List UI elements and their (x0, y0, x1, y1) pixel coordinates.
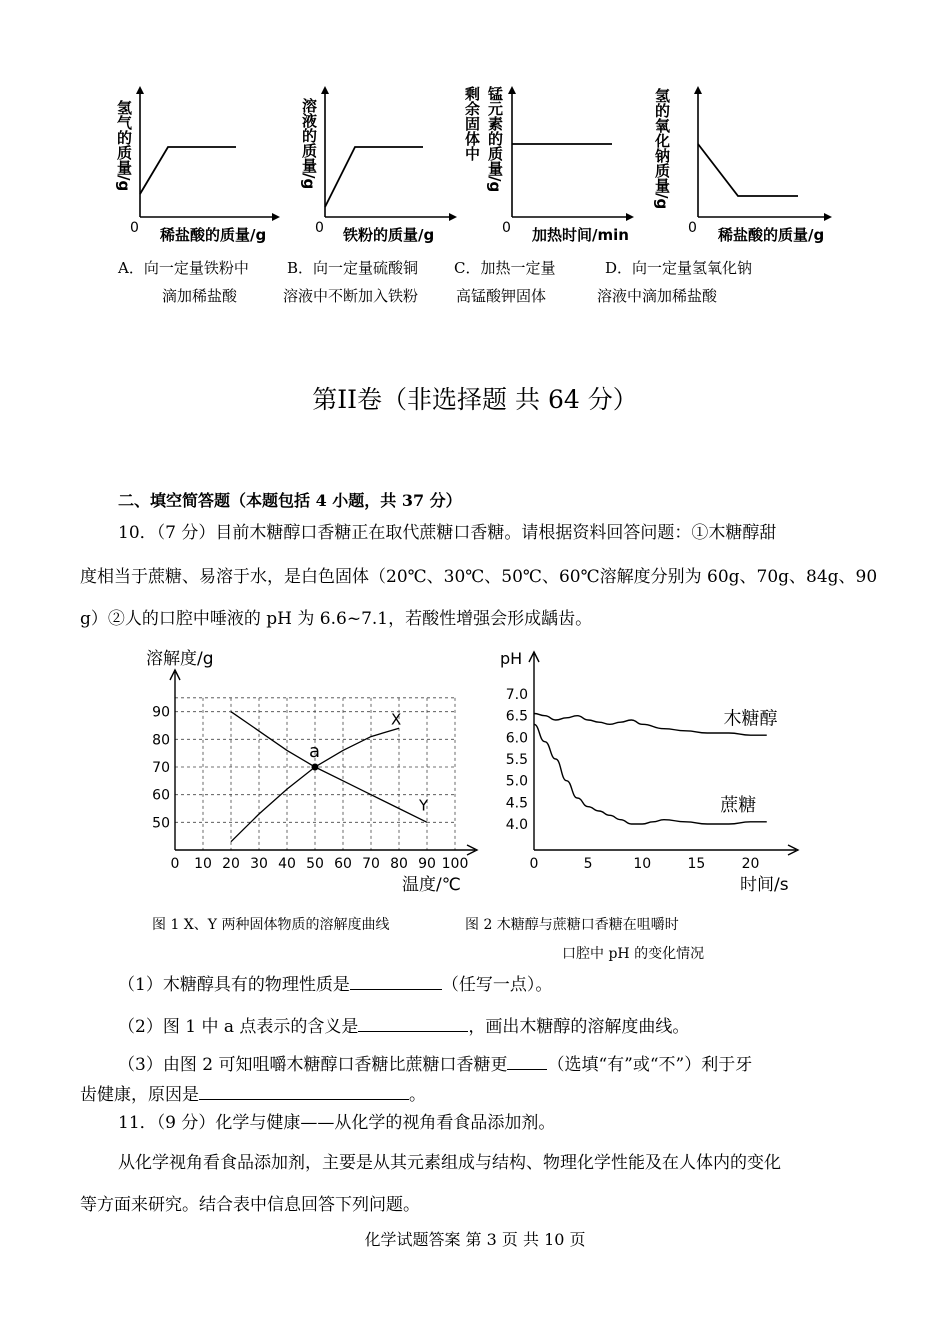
fig1-ylabel: 溶解度/g (146, 649, 214, 669)
graph-b-ylabel: 溶液的质量/g (300, 98, 318, 190)
fig1-xtick-label: 80 (390, 856, 408, 872)
fig2-ytick-label: 4.5 (505, 795, 528, 812)
q10-line2: 度相当于蔗糖、易溶于水，是白色固体（20℃、30℃、50℃、60℃溶解度分别为 60g、70g、84g、90 (80, 567, 878, 587)
fig1-point-a (312, 764, 319, 771)
option-c-line1: C．加热一定量 (454, 259, 556, 277)
q10-sub2-answer-blank[interactable] (358, 1013, 468, 1032)
fig1-point-a-label: a (309, 741, 321, 762)
fig1-series-label-x: X (391, 710, 402, 729)
q10-sub1 (118, 970, 552, 995)
fig2-label-sucrose: 蔗糖 (720, 795, 757, 816)
q11-line1: 11．（9 分）化学与健康——从化学的视角看食品添加剂。 (118, 1113, 556, 1133)
page-footer: 化学试题答案 第 3 页 共 10 页 (364, 1230, 586, 1249)
fig2-ytick-label: 6.0 (505, 730, 528, 747)
graph-a-curve (140, 147, 236, 194)
q10-sub3-reason-end: 。 (409, 1085, 426, 1105)
q11-line3: 等方面来研究。结合表中信息回答下列问题。 (80, 1195, 420, 1215)
graph-b-xlabel: 铁粉的质量/g (343, 226, 435, 244)
fig1-xtick-label: 40 (278, 856, 296, 872)
fig1-caption: 图 1 X、Y 两种固体物质的溶解度曲线 (152, 917, 390, 933)
fig1-xtick-label: 10 (194, 856, 212, 872)
graph-b-curve (325, 147, 423, 207)
fig1-series-label-y: Y (419, 796, 429, 815)
graph-b-origin: 0 (315, 220, 324, 236)
graph-a (108, 82, 288, 252)
option-d-line2: 溶液中滴加稀盐酸 (597, 287, 718, 305)
graph-d-ylabel: 氢的氧化钠质量/g (653, 88, 671, 210)
fig2-label-xylitol: 木糖醇 (723, 708, 778, 730)
q10-sub2-suffix: ，画出木糖醇的溶解度曲线。 (468, 1017, 690, 1037)
fig1-xtick-label: 70 (362, 856, 380, 872)
section-heading: 二、填空简答题（本题包括 4 小题，共 37 分） (118, 491, 462, 510)
graph-a-xlabel: 稀盐酸的质量/g (160, 226, 267, 244)
fig2-ytick-label: 5.0 (505, 773, 528, 790)
fig1-xtick-label: 100 (441, 856, 469, 872)
graph-a-origin: 0 (130, 220, 139, 236)
fig1-xtick-label: 0 (170, 856, 180, 872)
fig2-xtick-label: 20 (741, 856, 760, 872)
ph-chart (498, 642, 818, 897)
option-c-line2: 高锰酸钾固体 (456, 287, 547, 305)
fig2-caption-line2: 口腔中 pH 的变化情况 (562, 946, 705, 962)
fig1-ytick-label: 70 (152, 760, 170, 776)
option-a-line2: 滴加稀盐酸 (162, 287, 238, 305)
fig2-caption-line1: 图 2 木糖醇与蔗糖口香糖在咀嚼时 (465, 917, 679, 933)
fig2-xtick-label: 10 (633, 856, 652, 872)
option-b-line2: 溶液中不断加入铁粉 (283, 287, 419, 305)
graph-a-ylabel: 氢气的质量/g (115, 100, 133, 192)
fig2-ytick-label: 6.5 (505, 708, 528, 725)
part-title: 第II卷（非选择题 共 64 分） (312, 385, 638, 414)
fig1-xtick-label: 50 (306, 856, 324, 872)
q10-line1: 10．（7 分）目前木糖醇口香糖正在取代蔗糖口香糖。请根据资料回答问题：①木糖醇甜 (118, 523, 777, 543)
q10-sub3-reason (80, 1080, 426, 1105)
graph-c-origin: 0 (502, 220, 511, 236)
q10-sub3-answer-blank[interactable] (507, 1051, 547, 1070)
fig2-xlabel: 时间/s (740, 875, 789, 895)
graph-d-origin: 0 (688, 220, 697, 236)
graph-b (295, 82, 465, 252)
fig2-ytick-label: 4.0 (505, 817, 528, 833)
graph-c-xlabel: 加热时间/min (532, 226, 629, 244)
fig2-ylabel: pH (500, 649, 523, 668)
fig1-xtick-label: 30 (250, 856, 268, 872)
fig1-xtick-label: 90 (418, 856, 436, 872)
fig2-xtick-label: 0 (529, 856, 539, 872)
q10-sub3-reason-prompt: 齿健康，原因是 (80, 1085, 199, 1105)
q10-sub2-prompt: （2）图 1 中 a 点表示的含义是 (118, 1017, 359, 1037)
fig1-ytick-label: 60 (152, 787, 170, 804)
graph-c-ylabel-1: 剩余固体中 (463, 86, 481, 161)
q10-line3: g）②人的口腔中唾液的 pH 为 6.6~7.1，若酸性增强会形成龋齿。 (80, 609, 593, 629)
graph-d (652, 80, 842, 252)
q10-sub3-suffix: （选填“有”或“不”）利于牙 (547, 1055, 753, 1075)
q10-sub1-suffix: （任写一点）。 (441, 975, 553, 995)
fig2-ytick-label: 7.0 (505, 687, 528, 703)
option-a-line1: A．向一定量铁粉中 (118, 259, 249, 277)
fig2-xtick-label: 5 (583, 856, 593, 872)
graph-d-xlabel: 稀盐酸的质量/g (718, 226, 825, 244)
q10-sub3 (118, 1050, 752, 1075)
fig1-xtick-label: 60 (334, 856, 352, 872)
solubility-chart (140, 642, 490, 897)
q10-sub3-reason-blank[interactable] (199, 1081, 409, 1100)
fig1-xlabel: 温度/℃ (402, 875, 461, 895)
fig1-xtick-label: 20 (222, 856, 240, 872)
graph-d-curve (698, 144, 798, 196)
q11-line2: 从化学视角看食品添加剂，主要是从其元素组成与结构、物理化学性能及在人体内的变化 (118, 1153, 781, 1173)
fig1-ytick-label: 80 (152, 732, 170, 749)
fig1-ytick-label: 90 (152, 704, 170, 721)
q10-sub2 (118, 1012, 689, 1037)
q10-sub1-answer-blank[interactable] (350, 971, 442, 990)
option-d-line1: D．向一定量氢氧化钠 (605, 259, 753, 277)
graph-c-ylabel-2: 锰元素的质量/g (486, 86, 504, 193)
q10-sub3-prompt: （3）由图 2 可知咀嚼木糖醇口香糖比蔗糖口香糖更 (118, 1055, 508, 1075)
fig1-ytick-label: 50 (152, 815, 170, 832)
graph-c (462, 78, 642, 252)
option-b-line1: B．向一定量硫酸铜 (287, 259, 419, 277)
fig2-xtick-label: 15 (687, 856, 706, 872)
fig2-ytick-label: 5.5 (505, 752, 528, 768)
q10-sub1-prompt: （1）木糖醇具有的物理性质是 (118, 975, 350, 995)
